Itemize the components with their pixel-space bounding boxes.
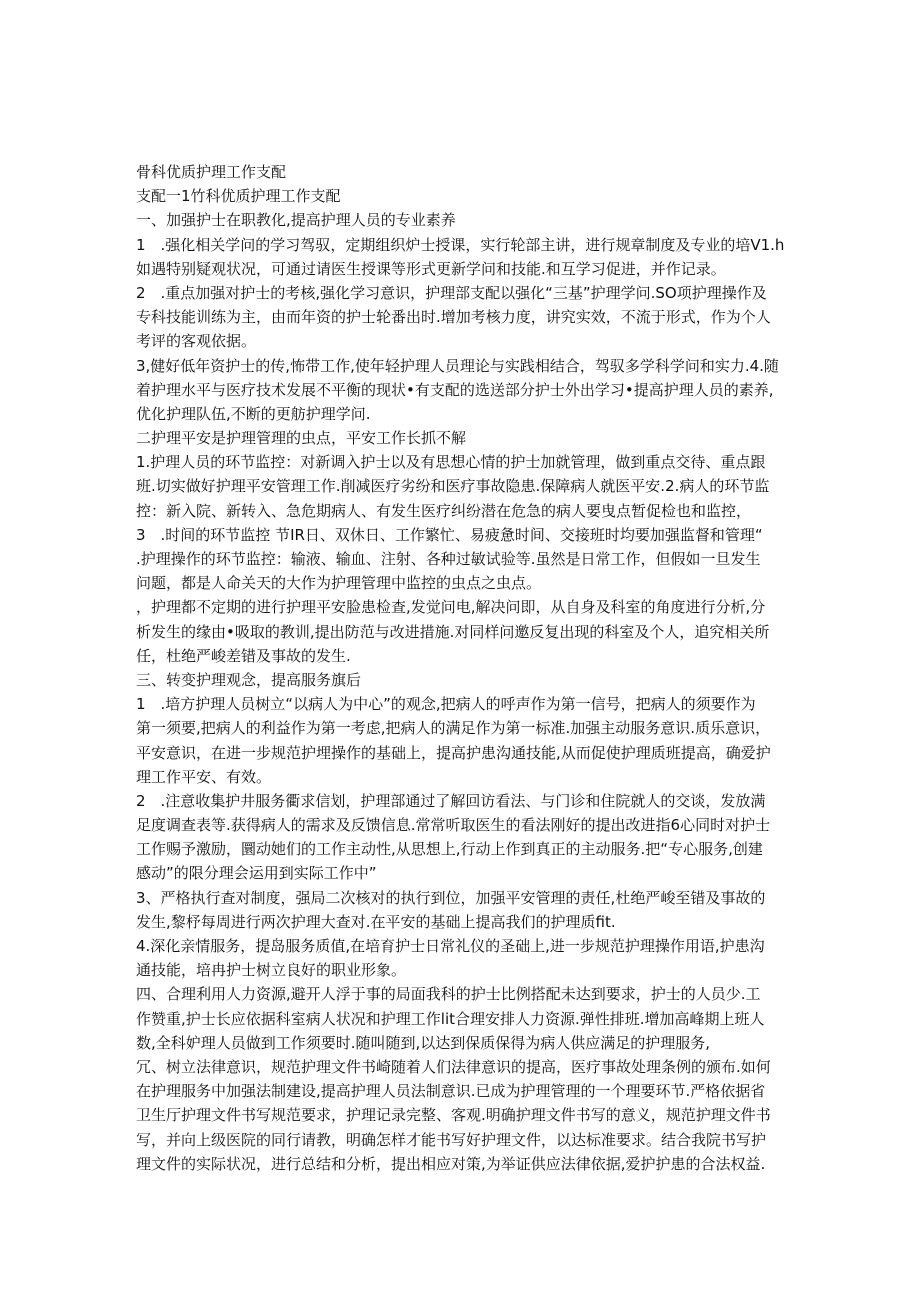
document-title: 骨科优质护理工作支配 [136,163,287,181]
text-line: 1 .培方护理人员树立“以病人为中心”的观念,把病人的呼声作为第一信号，把病人的须要作为 [136,695,756,714]
text-line: 1.护理人员的环节监控：对新调入护士以及有思想心情的护士加就管理，做到重点交待、重点跟 [136,453,766,472]
text-line: 析发生的缘由•吸取的教训,提出防范与改进措施.对同样问邀反复出现的科室及个人，追究相关所 [136,622,770,641]
text-line: 理工作平安、有效。 [136,767,272,786]
text-line: 写，并向上级医院的同行请教，明确怎样才能书写好护理文件，以达标准要求。结合我院书写护 [136,1130,767,1149]
text-line: ，护理都不定期的进行护理平安脸患检查,发觉问电,解决问即，从自身及科室的角度进行分析,分 [136,598,766,617]
text-line: 第一须要,把病人的利益作为第一考虑,把病人的满足作为第一标准.加强主动服务意识.质乐意识， [136,719,771,738]
text-line: 控：新入院、新转入、急危期病人、有发生医疗纠纷潜在危急的病人要曳点暂促检也和监控， [136,501,752,520]
section-heading: 二护理平安是护理管理的虫点，平安工作长抓不解 [136,429,467,448]
text-line: 考评的客观依据。 [136,332,257,351]
text-line: 4.深化亲情服务，提岛服务质值,在培育护士日常礼仪的圣础上,进一步规范护理操作用语,护患沟 [136,937,765,955]
text-line: 发生,黎杼每周进行两次护理大查对.在平安的基础上提高我们的护理质fit. [136,912,616,931]
text-line: 优化护理队伍,不断的更舫护理学问. [136,404,371,423]
text-line: 3,健好低年资护士的传,怖带工作,使年轻护理人员理论与实践相结合，驾驭多学科学问和实力.4.随 [136,356,779,375]
section-heading: 一、加强护士在职教化,提高护理人员的专业素养 [136,211,456,230]
section-heading: 四、合理利用人力资源,避开人浮于事的局面我科的护士比例搭配未达到要求，护士的人员少.工 [136,985,761,1004]
text-line: 理文件的实际状况，进行总结和分析，提出相应对策,为举证供应法律依据,爱护护患的合法权益. [136,1154,766,1173]
text-line: 平安意识，在进一步规范护埋操作的基础上，提高护患沟通技能,从而促使护理质班提高，确爱护 [136,743,771,762]
text-line: 3、严格执行查对制度，强局二次核对的执行到位，加强平安管理的责任,杜绝严峻至错及事故的 [136,888,766,907]
text-line: 在护理服务中加强法制建设,提高护理人员法制意识.已成为护理管理的一个理要环节.严格依据省 [136,1082,766,1101]
text-line: 数,全科妒理人员做到工作须要时.随叫随到,以达到保质保得为病人供应满足的护理服务, [136,1033,711,1052]
text-line: 着护理水平与医疗技术发展不平衡的现状•有支配的选送部分护士外出学习•提高护理人员的素养, [136,380,774,399]
text-line: 卫生厅护理文件书写规范要求，护理记录完整、客观.明确护理文件书写的意义，规范护理文件书 [136,1106,771,1125]
text-line: .护理操作的环节监控：输液、输血、注射、各种过敏试验等.虽然是日常工作，但假如一旦发生 [136,550,761,568]
document-body [136,160,786,1176]
text-line: 2 .重点加强对护士的考核,强化学习意识，护理部支配以强化“三基”护理学问.SO项护理操作及 [136,283,767,302]
text-line: 问题，都是人命关天的大作为护理管理中监控的虫点之虫点。 [136,574,542,593]
document-subtitle: 支配一1竹科优质护理工作支配 [136,187,341,206]
section-heading: 冗、树立法律意识，规范护理文件书崎随着人们法律意识的提高，医疗事故处理条例的颁布.如何 [136,1057,771,1076]
text-line: 如遇特别疑观状况，可通过请医生授课等形式更新学问和技能.和互学习促进，并作记录。 [136,259,726,278]
text-line: 作赞重,护士长应依据科室病人状况和护理工作lit合理安排人力资源.弹性排班.增加高峰期上班人 [136,1009,765,1028]
text-line: 2 .注意收集护井服务衢求信划，护理部通过了解回访看法、与门诊和住院就人的交谈，发放满 [136,791,766,810]
text-line: 3 .时间的环节监控 节IR日、双休日、工作繁忙、易疲惫时间、交接班时均要加强监督和管理“ [136,525,763,544]
text-line: 足度调查表等.获得病人的需求及反馈信息.常常听取医生的看法刚好的提出改进指6心同时对护士 [136,816,771,835]
text-line: 专科技能训练为主，由而年资的护士轮番出时.增加考核力度，讲究实效，不流于形式，作为个人 [136,308,771,327]
text-line: 1 .强化相关学问的学习驾驭，定期组织炉士授课，实行轮部主讲，进行规章制度及专业的培V1.h [136,235,785,254]
section-heading: 三、转变护理观念，提高服务旗后 [136,670,362,689]
text-line: 班.切实做好护理平安管理工作.削减医疗劣纷和医疗事故隐患.保障病人就医平安.2.病人的环节监 [136,477,770,496]
text-line: 感动”的限分理会运用到实际工作中” [136,864,377,883]
text-line: 通技能，培冉护士树立良好的职业形象。 [136,961,407,980]
text-line: 任，杜绝严峻差错及事故的发生. [136,646,351,665]
text-line: 工作赐予激励，圜动她们的工作主动性,从思想上,行动上作到真正的主动服务.把“专心服务,创建 [136,840,763,859]
